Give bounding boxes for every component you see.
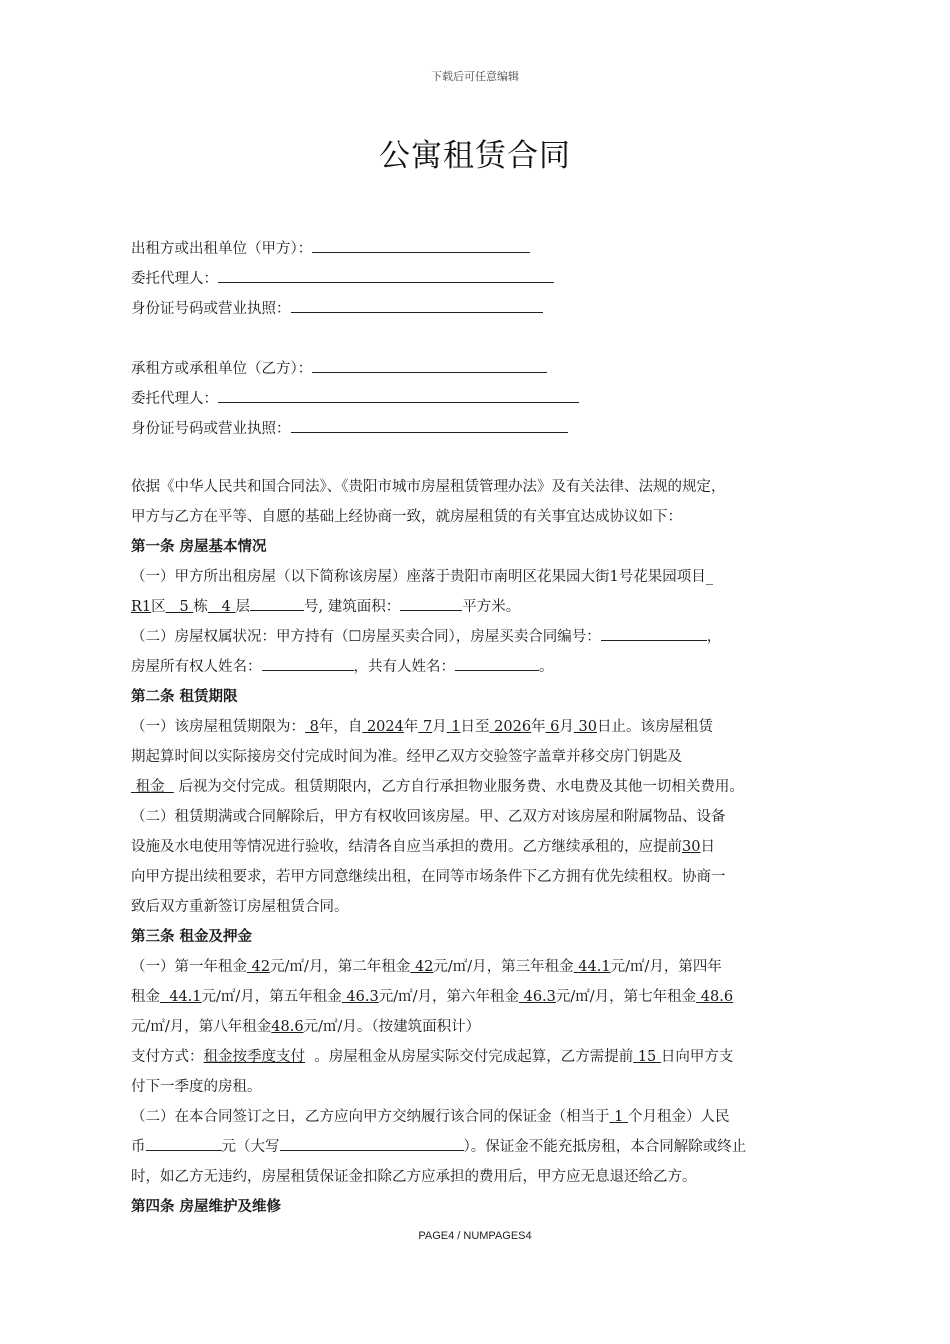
article-2-heading: 第二条 租赁期限 — [131, 688, 238, 705]
deposit-amount-words-blank[interactable] — [280, 1135, 464, 1151]
party-b-agent-line: 委托代理人： — [131, 384, 831, 414]
art2-line1: （一）该房屋租赁期限为： 8年，自 2024年 7月 1日至 2026年 6月 30日止。该房屋租赁 — [131, 719, 713, 735]
party-b-id-blank[interactable] — [291, 417, 568, 433]
rent-year-8: 48.6 — [271, 1019, 304, 1035]
art1-para1-line1: （一）甲方所出租房屋（以下简称该房屋）座落于贵阳市南明区花果园大街1号花果园项目_ — [131, 569, 713, 585]
page-footer: PAGE4 / NUMPAGES4 — [418, 1230, 532, 1242]
art3-rent-line1: （一）第一年租金 42元/㎡/月，第二年租金 42元/㎡/月，第三年租金 44.1元/㎡/月，第四年 — [131, 959, 722, 975]
art3-payment-line2: 付下一季度的房租。 — [131, 1079, 262, 1095]
art2-line7: 致后双方重新签订房屋租赁合同。 — [131, 899, 349, 915]
art2-line2: 期起算时间以实际接房交付完成时间为准。经甲乙双方交验签字盖章并移交房门钥匙及 — [131, 749, 682, 765]
article-3-heading: 第三条 租金及押金 — [131, 928, 253, 945]
art1-para1-line2: R1区 5 栋 4 层 号, 建筑面积： 平方米。 — [131, 592, 831, 622]
checkbox-icon[interactable]: ☐ — [348, 629, 362, 645]
party-a-line: 出租方或出租单位（甲方）： — [131, 234, 831, 264]
rent-year-3: 44.1 — [578, 959, 611, 975]
payment-method: 租金按季度支付 — [203, 1049, 305, 1065]
rent-year-1: 42 — [251, 959, 271, 975]
rent-year-6: 46.3 — [523, 989, 556, 1005]
party-b-agent-blank[interactable] — [218, 387, 579, 403]
art1-para2-line2: 房屋所有权人姓名： ，共有人姓名： 。 — [131, 652, 831, 682]
floor-value: 4 — [221, 599, 231, 615]
deposit-months: 1 — [614, 1109, 624, 1125]
party-b-id-line: 身份证号码或营业执照： — [131, 414, 831, 444]
party-a-blank[interactable] — [312, 237, 530, 253]
contract-body — [131, 472, 831, 1222]
art3-deposit-line2: 币 元（大写 ）。保证金不能充抵房租，本合同解除或终止 — [131, 1132, 831, 1162]
party-b-blank[interactable] — [312, 357, 547, 373]
co-owner-name-blank[interactable] — [455, 655, 539, 671]
party-b-line: 承租方或承租单位（乙方）： — [131, 354, 831, 384]
renewal-notice-days: 30 — [682, 839, 701, 855]
rent-year-4: 44.1 — [169, 989, 202, 1005]
art2-line5: 设施及水电使用等情况进行验收，结清各自应当承担的费用。乙方继续承租的，应提前30日 — [131, 839, 715, 855]
party-a-agent-line: 委托代理人： — [131, 264, 831, 294]
article-1-heading: 第一条 房屋基本情况 — [131, 538, 267, 555]
art1-para2-line1: （二）房屋权属状况：甲方持有（☐房屋买卖合同），房屋买卖合同编号： ， — [131, 622, 831, 652]
contract-number-blank[interactable] — [601, 625, 707, 641]
room-number-blank[interactable] — [250, 595, 304, 611]
parties-section — [131, 234, 831, 444]
owner-name-blank[interactable] — [262, 655, 354, 671]
end-year: 2026 — [494, 719, 532, 735]
rent-year-2: 42 — [414, 959, 434, 975]
end-month: 6 — [550, 719, 560, 735]
lease-years: 8 — [309, 719, 319, 735]
deposit-amount-blank[interactable] — [146, 1135, 222, 1151]
party-a-agent-blank[interactable] — [218, 267, 554, 283]
art3-rent-line3: 元/㎡/月，第八年租金48.6元/㎡/月。（按建筑面积计） — [131, 1019, 481, 1035]
art2-line6: 向甲方提出续租要求，若甲方同意继续出租，在同等市场条件下乙方拥有优先续租权。协商一 — [131, 869, 726, 885]
rent-year-7: 48.6 — [700, 989, 734, 1005]
article-4-heading: 第四条 房屋维护及维修 — [131, 1198, 282, 1215]
art2-line3: 租金 后视为交付完成。租赁期限内，乙方自行承担物业服务费、水电费及其他一切相关费用。 — [135, 779, 744, 795]
document-title: 公寓租赁合同 — [379, 138, 571, 174]
art3-rent-line2: 租金 44.1元/㎡/月，第五年租金 46.3元/㎡/月，第六年租金 46.3元/㎡/月，第七年租金 48.6 — [131, 989, 734, 1005]
rent-year-5: 46.3 — [346, 989, 379, 1005]
art3-deposit-line1: （二）在本合同签订之日，乙方应向甲方交纳履行该合同的保证金（相当于 1 个月租金）人民 — [131, 1109, 730, 1125]
end-day: 30 — [578, 719, 597, 735]
area-blank[interactable] — [400, 595, 462, 611]
party-a-id-blank[interactable] — [291, 297, 543, 313]
zone-value: R1 — [131, 599, 152, 615]
intro-line-2: 甲方与乙方在平等、自愿的基础上经协商一致，就房屋租赁的有关事宜达成协议如下： — [131, 509, 682, 525]
advance-days: 15 — [637, 1049, 657, 1065]
start-month: 7 — [422, 719, 433, 735]
start-year: 2024 — [366, 719, 404, 735]
handover-item: 租金 — [135, 779, 165, 795]
header-note: 下载后可任意编辑 — [431, 70, 519, 83]
party-a-id-line: 身份证号码或营业执照： — [131, 294, 831, 324]
intro-line-1: 依据《中华人民共和国合同法》、《贵阳市城市房屋租赁管理办法》及有关法律、法规的规定， — [131, 479, 726, 495]
start-day: 1 — [451, 719, 461, 735]
art2-line4: （二）租赁期满或合同解除后，甲方有权收回该房屋。甲、乙双方对该房屋和附属物品、设备 — [131, 809, 726, 825]
art3-payment-line1: 支付方式：租金按季度支付 。房屋租金从房屋实际交付完成起算，乙方需提前 15 日向甲方支 — [131, 1049, 734, 1065]
art3-deposit-line3: 时，如乙方无违约，房屋租赁保证金扣除乙方应承担的费用后，甲方应无息退还给乙方。 — [131, 1169, 697, 1185]
building-value: 5 — [179, 599, 189, 615]
